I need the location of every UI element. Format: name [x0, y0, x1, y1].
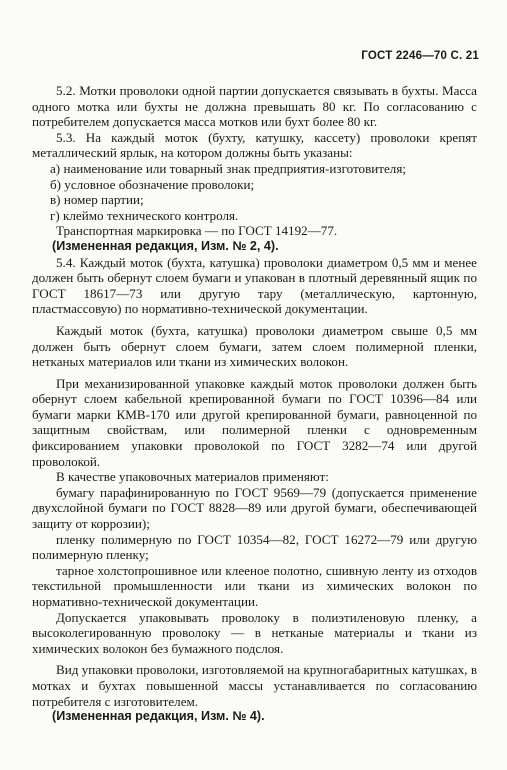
list-item: г) клеймо технического контроля. — [50, 207, 239, 223]
page-header: ГОСТ 2246—70 С. 21 — [361, 50, 479, 62]
paragraph: бумагу парафинированную по ГОСТ 9569—79 (допускается применение двухслойной бумаги по ГОСТ 8828—89 или другой бумаги, обеспечивающей защиту от коррозии); — [32, 484, 477, 532]
document-body — [32, 83, 477, 725]
amendment-note: (Измененная редакция, Изм. № 2, 4). — [52, 238, 279, 253]
paragraph: Вид упаковки проволоки, изготовляемой на крупногабаритных катушках, в мотках и бухтах повышенной массы устанавливается по согласованию потребителя с изготовителем. — [32, 662, 477, 709]
paragraph: 5.2. Мотки проволоки одной партии допускается связывать в бухты. Масса одного мотка или бухты не должна превышать 80 кг. По согласованию с потребителем допускается масса мотков или бухт более 80 кг. — [32, 83, 477, 130]
paragraph: Каждый моток (бухта, катушка) проволоки диаметром свыше 0,5 мм должен быть обернут слоем бумаги, затем слоем полимерной пленки, нетканых материалов или ткани из химических волокон. — [32, 322, 477, 370]
paragraph: При механизированной упаковке каждый моток проволоки должен быть обернут слоем кабельной крепированной бумаги по ГОСТ 10396—84 или бумаги марки КМВ-170 или другой крепированной бумаги, равноценной по защитным свойствам, или полимерной пленки с одновременным фиксированием упаковки проволокой по ГОСТ 3282—74 или другой проволокой. — [32, 375, 477, 469]
paragraph: 5.4. Каждый моток (бухта, катушка) проволоки диаметром 0,5 мм и менее должен быть обернут слоем бумаги и упакован в плотный деревянный ящик по ГОСТ 18617—73 или другую тару (металлическую, картонную, пластмассовую) по нормативно-технической документации. — [32, 254, 477, 317]
list-item: в) номер партии; — [50, 192, 144, 208]
paragraph: 5.3. На каждый моток (бухту, катушку, кассету) проволоки крепят металлический ярлык, на котором должны быть указаны: — [32, 129, 477, 161]
paragraph: В качестве упаковочных материалов применяют: — [56, 469, 329, 485]
list-item: б) условное обозначение проволоки; — [50, 176, 255, 192]
list-item: а) наименование или товарный знак предприятия-изготовителя; — [50, 160, 407, 176]
paragraph: Транспортная маркировка — по ГОСТ 14192—77. — [56, 223, 338, 239]
paragraph: тарное холстопрошивное или клееное полотно, сшивную ленту из отходов текстильной промышленности или ткани из химических волокон по нормативно-технической документации. — [32, 562, 477, 609]
amendment-note: (Измененная редакция, Изм. № 4). — [52, 709, 265, 724]
paragraph: Допускается упаковывать проволоку в полиэтиленовую пленку, а высоколегированную проволоку — в нетканые материалы и ткани из химических волокон без бумажного подслоя. — [32, 609, 477, 656]
paragraph: пленку полимерную по ГОСТ 10354—82, ГОСТ 16272—79 или другую полимерную пленку; — [32, 531, 477, 563]
